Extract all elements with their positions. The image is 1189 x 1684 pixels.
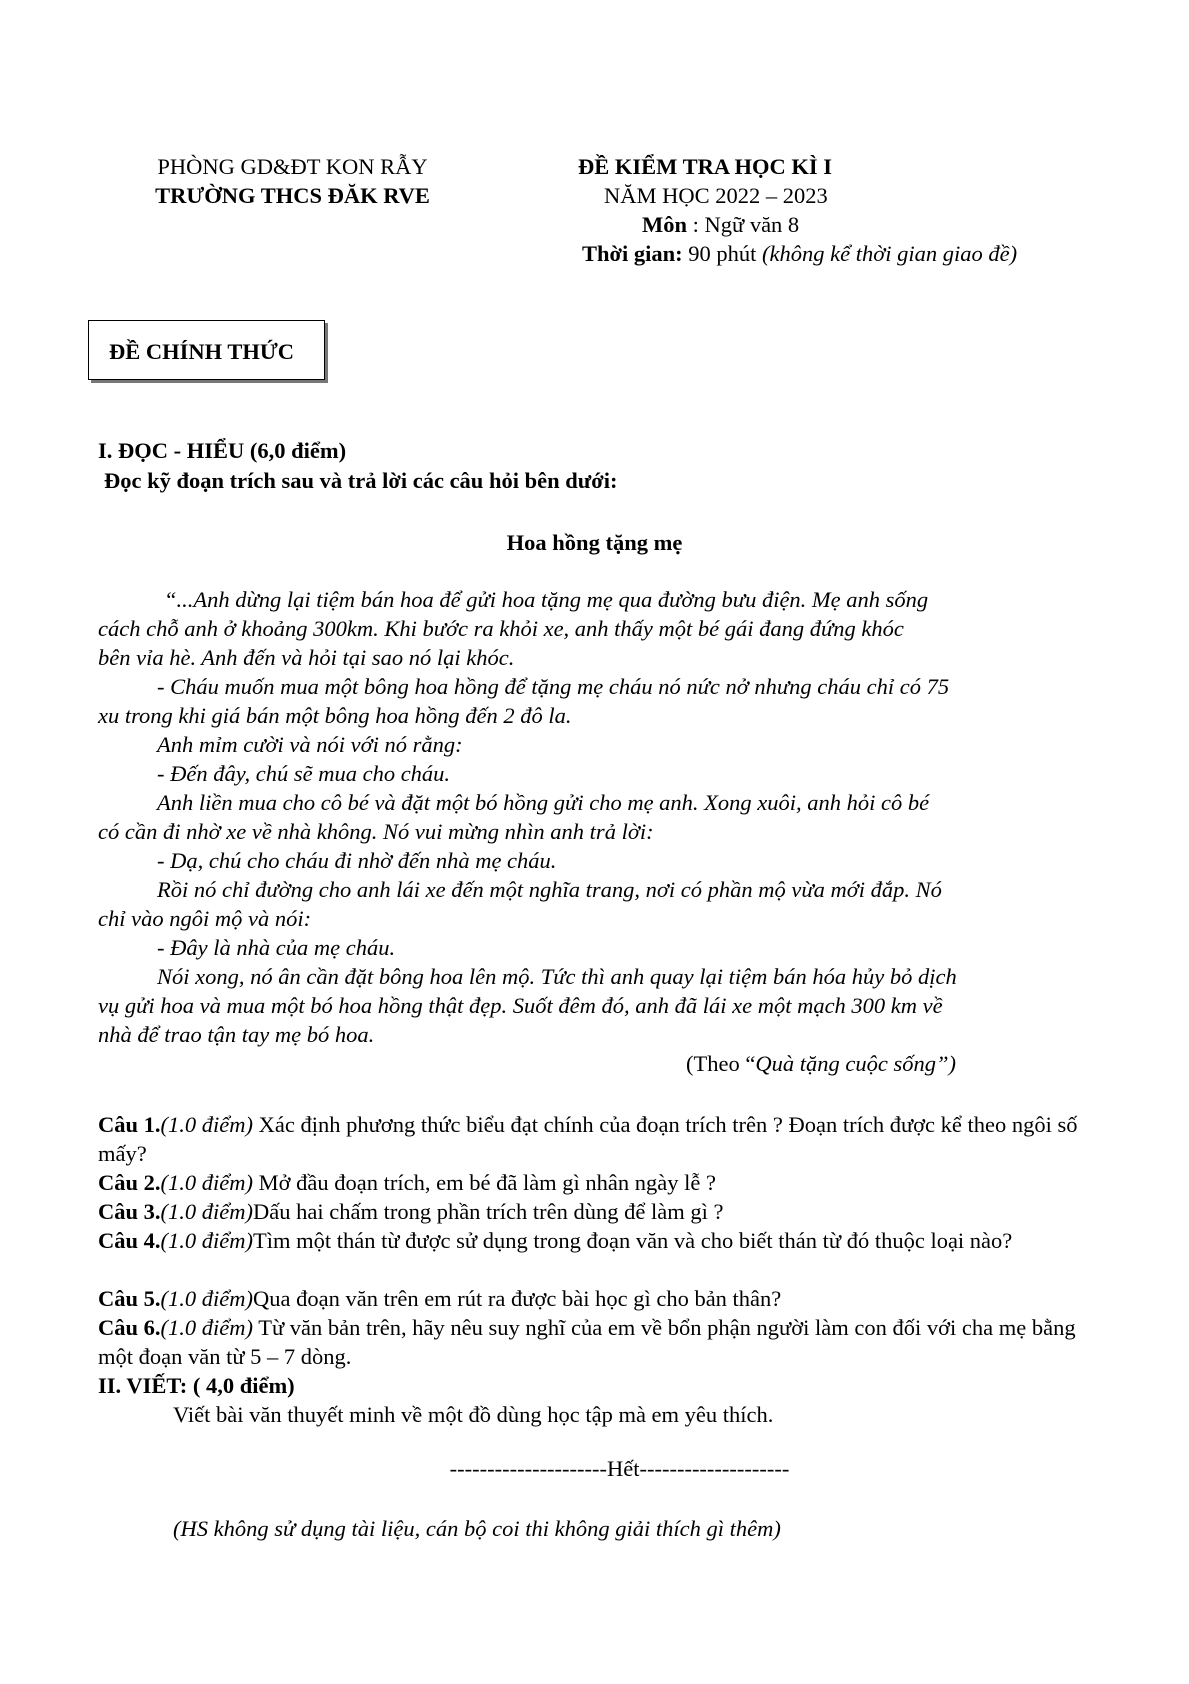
subject-value: : Ngữ văn 8 (687, 212, 800, 237)
question-label: Câu 4. (98, 1228, 161, 1253)
question-text: Mở đầu đoạn trích, em bé đã làm gì nhân ngày lễ ? (253, 1170, 717, 1195)
question-points: (1.0 điểm) (160, 1228, 253, 1253)
question-label: Câu 1. (98, 1112, 161, 1137)
passage-line: - Đến đây, chú sẽ mua cho cháu. (157, 761, 451, 786)
question-2 (98, 1168, 1091, 1197)
question-points: (1.0 điểm) (160, 1315, 253, 1340)
question-text: Qua đoạn văn trên em rút ra được bài học gì cho bản thân? (253, 1286, 782, 1311)
section2-prompt: Viết bài văn thuyết minh về một đồ dùng học tập mà em yêu thích. (173, 1402, 774, 1427)
passage-line: Rồi nó chỉ đường cho anh lái xe đến một nghĩa trang, nơi có phần mộ vừa mới đắp. Nó (157, 877, 942, 902)
footer-note: (HS không sử dụng tài liệu, cán bộ coi thi không giải thích gì thêm) (173, 1516, 781, 1541)
question-4 (98, 1226, 1091, 1255)
question-text: Xác định phương thức biểu đạt chính của đoạn trích trên ? Đoạn trích được kể theo ngôi số mấy? (98, 1112, 1078, 1166)
question-label: Câu 6. (98, 1315, 161, 1340)
passage-line: - Dạ, chú cho cháu đi nhờ đến nhà mẹ cháu. (157, 848, 557, 873)
school-year: NĂM HỌC 2022 – 2023 (604, 183, 828, 208)
passage-line: “...Anh dừng lại tiệm bán hoa để gửi hoa tặng mẹ qua đường bưu điện. Mẹ anh sống (164, 587, 929, 612)
time-value: 90 phút (682, 241, 763, 266)
question-1 (98, 1110, 1091, 1168)
passage-line: vụ gửi hoa và mua một bó hoa hồng thật đẹp. Suốt đêm đó, anh đã lái xe một mạch 300 km về (98, 993, 943, 1018)
subject-label: Môn (642, 212, 687, 237)
question-label: Câu 5. (98, 1286, 161, 1311)
question-points: (1.0 điểm) (160, 1170, 253, 1195)
source-title: Quà tặng cuộc sống”) (755, 1051, 956, 1076)
question-6 (98, 1313, 1091, 1371)
question-text: Tìm một thán từ được sử dụng trong đoạn văn và cho biết thán từ đó thuộc loại nào? (253, 1228, 1013, 1253)
passage-source (686, 1049, 956, 1078)
department-name: PHÒNG GD&ĐT KON RẪY (157, 154, 428, 179)
passage-line: bên vỉa hè. Anh đến và hỏi tại sao nó lại khóc. (98, 645, 515, 670)
time-note: (không kể thời gian giao đề) (762, 241, 1018, 266)
passage-line: - Đây là nhà của mẹ cháu. (157, 935, 396, 960)
passage-line: Nói xong, nó ân cần đặt bông hoa lên mộ. Tức thì anh quay lại tiệm bán hóa hủy bỏ dịch (157, 964, 957, 989)
section2-heading: II. VIẾT: ( 4,0 điểm) (98, 1373, 295, 1398)
passage-line: - Cháu muốn mua một bông hoa hồng để tặng mẹ cháu nó nức nở nhưng cháu chỉ có 75 (157, 674, 950, 699)
passage-line: Anh mỉm cười và nói với nó rằng: (157, 732, 463, 757)
question-text: Từ văn bản trên, hãy nêu suy nghĩ của em về bổn phận người làm con đối với cha mẹ bằng một đoạn văn từ 5 – 7 dòng. (98, 1315, 1076, 1369)
source-prefix: (Theo “ (686, 1051, 756, 1076)
school-name: TRƯỜNG THCS ĐĂK RVE (155, 183, 430, 208)
question-points: (1.0 điểm) (160, 1199, 253, 1224)
passage-line: nhà để trao tận tay mẹ bó hoa. (98, 1022, 375, 1047)
question-5 (98, 1284, 1091, 1313)
question-points: (1.0 điểm) (160, 1286, 253, 1311)
passage-title: Hoa hồng tặng mẹ (506, 530, 683, 555)
end-marker: ---------------------Hết-------------------- (449, 1456, 790, 1481)
official-stamp-label: ĐỀ CHÍNH THỨC (109, 339, 295, 364)
question-points: (1.0 điểm) (160, 1112, 253, 1137)
passage-line: chỉ vào ngôi mộ và nói: (98, 906, 312, 931)
time-line (582, 239, 1017, 268)
section1-heading: I. ĐỌC - HIỂU (6,0 điểm) (98, 438, 347, 463)
subject-line (642, 210, 799, 239)
passage-line: Anh liền mua cho cô bé và đặt một bó hồng gửi cho mẹ anh. Xong xuôi, anh hỏi cô bé (157, 790, 930, 815)
passage-line: xu trong khi giá bán một bông hoa hồng đến 2 đô la. (98, 703, 572, 728)
question-3 (98, 1197, 1091, 1226)
exam-title: ĐỀ KIỂM TRA HỌC KÌ I (578, 154, 833, 179)
time-label: Thời gian: (582, 241, 683, 266)
passage-line: cách chỗ anh ở khoảng 300km. Khi bước ra khỏi xe, anh thấy một bé gái đang đứng khóc (98, 616, 904, 641)
section1-instruction: Đọc kỹ đoạn trích sau và trả lời các câu hỏi bên dưới: (104, 468, 618, 493)
question-label: Câu 3. (98, 1199, 161, 1224)
question-label: Câu 2. (98, 1170, 161, 1195)
question-text: Dấu hai chấm trong phần trích trên dùng để làm gì ? (253, 1199, 724, 1224)
passage-line: có cần đi nhờ xe về nhà không. Nó vui mừng nhìn anh trả lời: (98, 819, 654, 844)
official-stamp-box (88, 320, 325, 380)
